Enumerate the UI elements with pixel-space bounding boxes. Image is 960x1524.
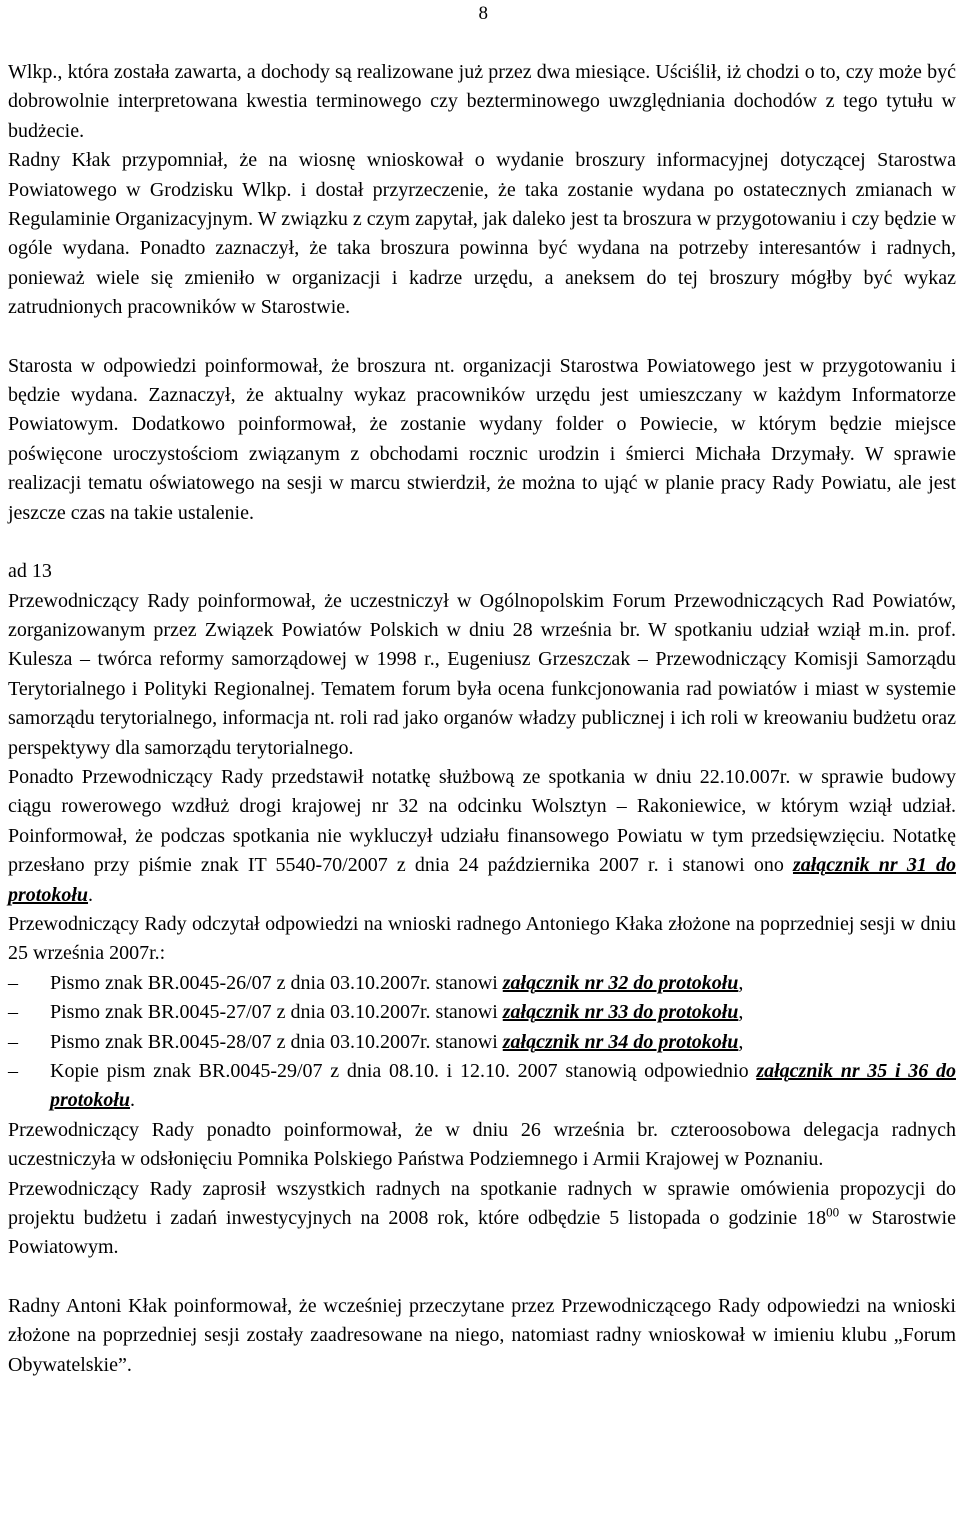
paragraph-brochure-request: Radny Kłak przypomniał, że na wiosnę wnioskował o wydanie broszury informacyjnej dotyczącej Starostwa Powiatowego w Grodzisku Wlkp. i dostał przyrzeczenie, że taka zostanie wydana po ostatecznych zmianach w Regulaminie Organizacyjnym. W związku z czym zapytał, jak daleko jest ta broszura w przygotowaniu i czy będzie w ogóle wydana. Ponadto zaznaczył, że taka broszura powinna być wydana na potrzeby interesantów i radnych, ponieważ wiele się zmieniło w organizacji i kadrze urzędu, a aneksem do tej broszury mógłby być wykaz zatrudnionych pracowników w Starostwie. [8, 149, 956, 319]
list-item [8, 969, 956, 998]
paragraph-gap [8, 323, 956, 352]
paragraph-bicycle-route [8, 763, 956, 910]
list-item-text: Pismo znak BR.0045-27/07 z dnia 03.10.2007r. stanowi [50, 1001, 503, 1024]
attachment-reference: załącznik nr 32 do protokołu [502, 971, 739, 994]
list-item-text: Kopie pism znak BR.0045-29/07 z dnia 08.10. i 12.10. 2007 stanowią odpowiednio [50, 1060, 757, 1082]
paragraph-text: Ponadto Przewodniczący Rady przedstawił notatkę służbową ze spotkania w dniu 22.10.007r. w sprawie budowy ciągu rowerowego wzdłuż drogi krajowej nr 32 na odcinku Wolsztyn – Rakoniewice, w którym wziął udział. Poinformował, że podczas spotkania nie wykluczył udziału finansowego Powiatu w tym przedsięwzięciu. Notatkę przesłano przy piśmie znak IT 5540-70/2007 z dnia 24 października 2007 r. i stanowi ono [8, 765, 956, 877]
list-item-end: , [738, 971, 744, 994]
paragraph-text: . [88, 883, 94, 906]
paragraph-forum-report: Przewodniczący Rady poinformował, że uczestniczył w Ogólnopolskim Forum Przewodniczących Rad Powiatów, zorganizowanym przez Związek Powiatów Polskich w dniu 28 września br. W spotkaniu udział wziął m.in. prof. Kulesza – twórca reformy samorządowej w 1998 r., Eugeniusz Grzeszczak – Przewodniczący Komisji Samorządu Terytorialnego i Polityki Regionalnej. Tematem forum była ocena funkcjonowania rad powiatów i miast w systemie samorządu terytorialnego, informacja nt. roli rad jako organów władzy publicznej i ich roli w kreowaniu budżetu oraz perspektywy dla samorządu terytorialnego. [8, 589, 956, 759]
time-superscript: 00 [826, 1204, 840, 1220]
paragraph-delegation: Przewodniczący Rady ponadto poinformował, że w dniu 26 września br. czteroosobowa delegacja radnych uczestniczyła w odsłonięciu Pomnika Polskiego Państwa Podziemnego i Armii Krajowej w Poznaniu. [8, 1118, 956, 1171]
list-item-text: Pismo znak BR.0045-26/07 z dnia 03.10.2007r. stanowi [50, 971, 503, 994]
paragraph-gap [8, 1263, 956, 1292]
document-body [8, 58, 956, 1380]
paragraph-budget-interpretation: Wlkp., która została zawarta, a dochody są realizowane już przez dwa miesiące. Uściślił, iż chodzi o to, czy może być dobrowolnie interpretowana kwestia terminowego czy bezterminowego uwzględniania dochodów z tego tytułu w budżecie. [8, 61, 956, 142]
section-heading: ad 13 [8, 560, 52, 583]
letters-list [8, 969, 956, 1116]
paragraph-answers-intro: Przewodniczący Rady odczytał odpowiedzi na wnioski radnego Antoniego Kłaka złożone na poprzedniej sesji w dniu 25 września 2007r.: [8, 912, 956, 965]
list-item [8, 1028, 956, 1057]
list-item [8, 998, 956, 1027]
paragraph-klak-remark: Radny Antoni Kłak poinformował, że wcześniej przeczytane przez Przewodniczącego Rady odpowiedzi na wnioski złożone na poprzedniej sesji zostały zaadresowane na niego, natomiast radny wnioskował w imieniu klubu „Forum Obywatelskie”. [8, 1294, 956, 1376]
paragraph-gap [8, 528, 956, 557]
list-item-end: , [738, 1030, 744, 1053]
list-item-end: , [738, 1001, 744, 1024]
paragraph-budget-meeting [8, 1175, 956, 1263]
paragraph-text: w Starostwie Powiatowym. [8, 1207, 956, 1259]
attachment-reference: załącznik nr 35 i 36 do protokołu [50, 1060, 956, 1112]
list-item-text: Pismo znak BR.0045-28/07 z dnia 03.10.2007r. stanowi [50, 1030, 503, 1053]
attachment-reference: załącznik nr 31 do protokołu [8, 854, 956, 906]
paragraph-text: Przewodniczący Rady zaprosił wszystkich radnych na spotkanie radnych w sprawie omówienia propozycji do projektu budżetu i zadań inwestycyjnych na 2008 rok, które odbędzie 5 listopada o godzinie 18 [8, 1177, 956, 1230]
dash-bullet: – [8, 1001, 18, 1024]
dash-bullet: – [8, 971, 18, 994]
dash-bullet: – [8, 1060, 18, 1082]
page-number: 8 [478, 3, 488, 24]
dash-bullet: – [8, 1030, 18, 1053]
list-item [8, 1057, 956, 1116]
attachment-reference: załącznik nr 34 do protokołu [502, 1030, 739, 1053]
attachment-reference: załącznik nr 33 do protokołu [502, 1001, 739, 1024]
paragraph-starosta-response: Starosta w odpowiedzi poinformował, że broszura nt. organizacji Starostwa Powiatowego jest w przygotowaniu i będzie wydana. Zaznaczył, że aktualny wykaz pracowników urzędu jest umieszczany w każdym Informatorze Powiatowym. Dodatkowo poinformował, że zostanie wydany folder o Powiecie, w którym będzie miejsce poświęcone uroczystościom związanym z obchodami rocznic urodzin i śmierci Michała Drzymały. W sprawie realizacji tematu oświatowego na sesji w marcu stwierdził, że można to ująć w planie pracy Rady Powiatu, ale jest jeszcze czas na takie ustalenie. [8, 354, 956, 524]
list-item-end: . [130, 1089, 136, 1112]
